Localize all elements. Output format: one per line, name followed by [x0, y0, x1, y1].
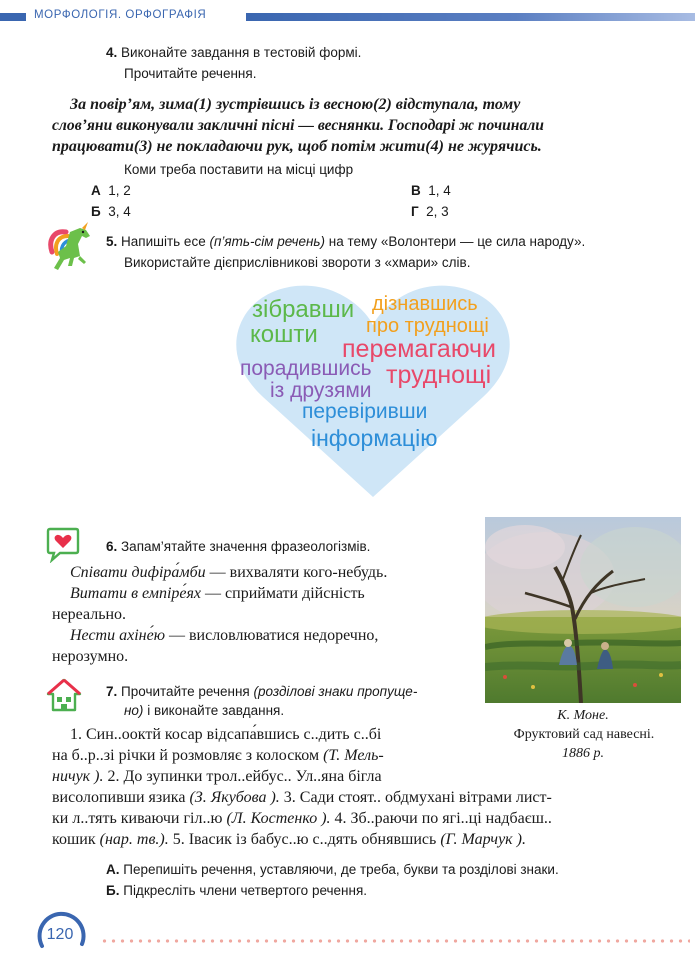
- text-span: на б..р..зі річки й розмовляє з колоском: [52, 747, 324, 764]
- subtask-text: Перепишіть речення, уставляючи, де треба, букви та розділові знаки.: [123, 862, 559, 877]
- option-letter: Г: [411, 204, 419, 219]
- option-text: 1, 2: [108, 183, 131, 198]
- task7-instr-b: (розділові знаки пропуще-: [253, 684, 418, 699]
- task4-line-3: працювати(3) не покладаючи рук, щоб потім жити(4) не журячись.: [52, 138, 542, 155]
- option-a[interactable]: [91, 183, 131, 198]
- idiom-2: [70, 584, 365, 604]
- idiom-meaning: — вихваляти кого-небудь.: [205, 564, 388, 581]
- option-letter: В: [411, 183, 421, 198]
- option-text: 1, 4: [428, 183, 451, 198]
- text-span: кошик: [52, 831, 100, 848]
- task7-sentence-line-4: [52, 788, 552, 808]
- option-v[interactable]: [411, 183, 451, 198]
- task7-subtask-b: [106, 883, 367, 898]
- task7-instr-c: но): [124, 703, 144, 718]
- task4-line-1: За повір’ям, зима(1) зустрівшись із весною(2) відступала, тому: [70, 96, 521, 113]
- subtask-letter: Б.: [106, 883, 120, 898]
- task4-number: 4.: [106, 45, 118, 60]
- header-bar-right: [246, 13, 695, 21]
- task6-heading: [106, 539, 370, 554]
- header-bar-left: [0, 13, 26, 21]
- author-span: (Т. Мель-: [323, 747, 384, 764]
- subtask-text: Підкресліть члени четвертого речення.: [123, 883, 368, 898]
- idiom-term: Співати дифіра́мби: [70, 564, 206, 581]
- text-span: 3. Сади стоят.. обдмухані вітрами лист-: [279, 789, 552, 806]
- task7-heading: [106, 684, 417, 699]
- task7-sentence-line-5: [52, 809, 552, 829]
- painting-artist: К. Моне.: [557, 708, 609, 723]
- option-text: 2, 3: [426, 204, 449, 219]
- cloud-word: із друзями: [270, 379, 372, 402]
- painting-title: Фруктовий сад навесні.: [513, 727, 655, 742]
- author-span: (З. Якубова ).: [189, 789, 280, 806]
- option-letter: А: [91, 183, 101, 198]
- idiom-3: [70, 626, 378, 646]
- option-b[interactable]: [91, 204, 131, 219]
- idiom-meaning: — сприймати дійсність: [201, 585, 365, 602]
- task7-instr-d: і виконайте завдання.: [143, 703, 285, 718]
- author-span: (Г. Марчук ).: [440, 831, 526, 848]
- footer-dotted-line: [100, 938, 690, 944]
- idiom-3-continuation: нерозумно.: [52, 648, 129, 665]
- task5-number: 5.: [106, 234, 118, 249]
- idiom-term: Витати в емпіре́ях: [70, 585, 202, 602]
- task4-heading: [106, 45, 361, 60]
- task7-sentence-line-6: [52, 830, 526, 850]
- text-span: 2. До зупинки трол..ейбус.. Ул..яна бігла: [103, 768, 382, 785]
- task4-question: Коми треба поставити на місці цифр: [124, 162, 354, 177]
- speech-heart-icon: [46, 527, 80, 563]
- author-span: (Л. Костенко ).: [226, 810, 331, 827]
- task6-number: 6.: [106, 539, 118, 554]
- text-span: ки л..тять киваючи гіл..ю: [52, 810, 227, 827]
- task7-subtask-a: [106, 862, 559, 877]
- text-span: висолопивши язика: [52, 789, 190, 806]
- cloud-word: кошти: [250, 321, 318, 348]
- option-g[interactable]: [411, 204, 449, 219]
- idiom-1: [70, 563, 387, 583]
- text-span: 4. Зб..раючи по ягі..ці надбаєш..: [330, 810, 552, 827]
- house-icon: [46, 678, 82, 712]
- unicorn-icon: [44, 222, 102, 278]
- idiom-term: Нести ахіне́ю: [70, 627, 165, 644]
- option-text: 3, 4: [108, 204, 131, 219]
- cloud-word: інформацію: [311, 425, 438, 451]
- idiom-meaning: — висловлюватися недоречно,: [164, 627, 379, 644]
- painting-image: [485, 517, 681, 703]
- task7-heading-line-2: [124, 703, 284, 718]
- task7-sentence-line-1: 1. Син..ооктй косар відсапа́вшись с..дить с..бі: [70, 726, 382, 743]
- author-span: ничук ).: [52, 768, 104, 785]
- page-number: 120: [46, 926, 74, 943]
- painting-year: 1886 р.: [562, 746, 604, 761]
- task4-subinstruction: Прочитайте речення.: [124, 66, 257, 81]
- section-title: МОРФОЛОГІЯ. ОРФОГРАФІЯ: [34, 9, 207, 21]
- cloud-word: порадившись: [240, 357, 372, 380]
- cloud-word: труднощі: [386, 361, 492, 389]
- task6-instruction: Запам’ятайте значення фразеологізмів.: [121, 539, 371, 554]
- text-span: 5. Івасик із бабус..ю с..дять обнявшись: [168, 831, 441, 848]
- task7-sentence-line-2: [52, 746, 384, 766]
- task7-number: 7.: [106, 684, 118, 699]
- task5-line-2: Використайте дієприслівникові звороти з «хмари» слів.: [124, 255, 471, 270]
- cloud-word: про труднощі: [366, 315, 489, 337]
- cloud-word: перемагаючи: [342, 335, 497, 363]
- task5-heading: [106, 234, 585, 249]
- subtask-letter: А.: [106, 862, 120, 877]
- task7-instr-a: Прочитайте речення: [121, 684, 254, 699]
- author-span: (нар. тв.).: [99, 831, 169, 848]
- cloud-word: дізнавшись: [372, 293, 478, 315]
- task5-text-c: на тему «Волонтери — це сила народу».: [324, 234, 586, 249]
- cloud-word: перевіривши: [302, 400, 428, 423]
- task5-text-b: (п’ять-сім речень): [209, 234, 325, 249]
- task7-sentence-line-3: [52, 767, 382, 787]
- cloud-word: зібравши: [252, 296, 355, 323]
- option-letter: Б: [91, 204, 101, 219]
- task5-text-a: Напишіть есе: [121, 234, 210, 249]
- idiom-2-continuation: нереально.: [52, 606, 127, 623]
- task4-instruction: Виконайте завдання в тестовій формі.: [121, 45, 362, 60]
- task4-line-2: слов’яни виконували закличні пісні — веснянки. Господарі ж починали: [52, 117, 544, 134]
